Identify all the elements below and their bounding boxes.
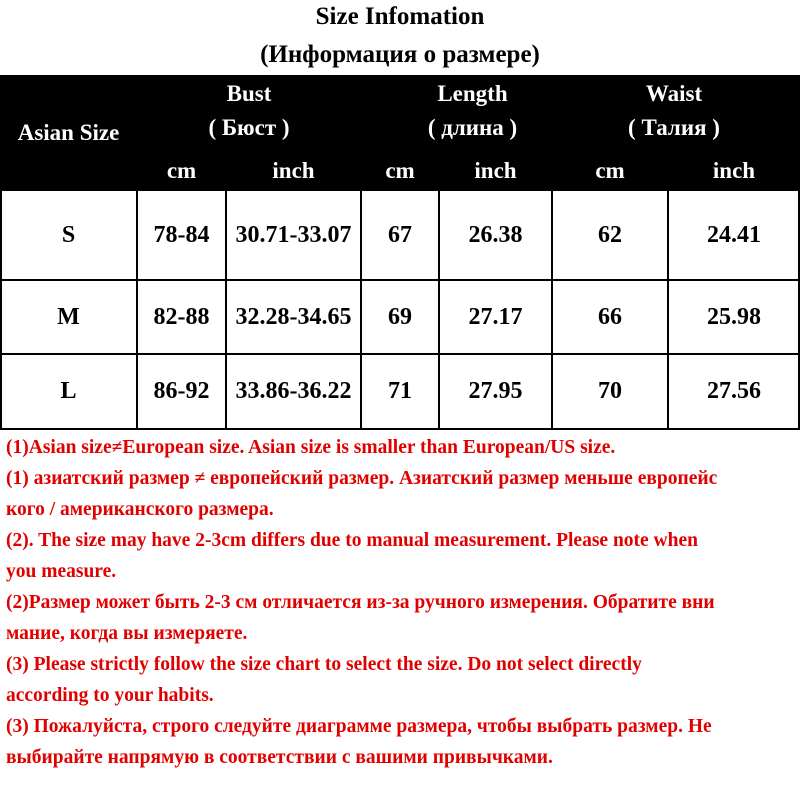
waist-inch: 24.41 xyxy=(707,222,761,248)
note-line: выбирайте напрямую в соответствии с вашими привычками. xyxy=(6,747,553,768)
group-length-translation: ( длина ) xyxy=(427,115,518,140)
group-waist-translation: ( Талия ) xyxy=(628,115,720,140)
row-divider xyxy=(0,353,800,355)
size-label: S xyxy=(61,222,76,248)
waist-inch: 25.98 xyxy=(707,303,761,330)
note-line: (2)Размер может быть 2-3 см отличается из-за ручного измерения. Обратите вни xyxy=(6,592,715,613)
waist-cm: 66 xyxy=(598,303,622,330)
table-row-m xyxy=(0,280,800,354)
column-divider xyxy=(225,191,227,428)
column-divider xyxy=(0,191,2,428)
unit-bust-inch: inch xyxy=(272,158,315,183)
length-cm: 71 xyxy=(388,377,412,404)
length-inch: 27.95 xyxy=(468,377,523,404)
bust-inch: 33.86-36.22 xyxy=(235,377,352,404)
size-label: L xyxy=(60,377,77,404)
group-bust-translation: ( Бюст ) xyxy=(208,115,290,140)
column-divider xyxy=(360,191,362,428)
column-divider xyxy=(438,191,440,428)
bust-cm: 78-84 xyxy=(153,222,210,248)
page-title: Size Infomation xyxy=(315,3,485,30)
column-divider xyxy=(667,191,669,428)
note-line: (2). The size may have 2-3cm differs due to manual measurement. Please note when xyxy=(6,530,698,551)
group-bust-name: Bust xyxy=(226,81,272,106)
unit-length-cm: cm xyxy=(385,158,415,183)
table-header xyxy=(0,75,800,191)
note-line: (3) Пожалуйста, строго следуйте диаграмме размера, чтобы выбрать размер. Не xyxy=(6,716,712,737)
waist-cm: 70 xyxy=(598,377,622,404)
bust-inch: 30.71-33.07 xyxy=(235,222,352,248)
unit-bust-cm: cm xyxy=(166,158,197,183)
unit-length-inch: inch xyxy=(474,158,517,183)
table-row-l xyxy=(0,354,800,428)
page-subtitle: (Информация о размере) xyxy=(260,41,540,68)
waist-inch: 27.56 xyxy=(707,377,761,404)
group-length-name: Length xyxy=(437,81,508,106)
length-cm: 67 xyxy=(388,222,412,248)
note-line: кого / американского размера. xyxy=(6,499,274,520)
row-divider xyxy=(0,279,800,281)
note-line: (1)Asian size≠European size. Asian size is smaller than European/US size. xyxy=(6,437,616,458)
unit-waist-cm: cm xyxy=(595,158,625,183)
note-line: you measure. xyxy=(6,561,117,582)
length-inch: 26.38 xyxy=(468,222,523,248)
group-waist-name: Waist xyxy=(645,81,703,106)
length-cm: 69 xyxy=(388,303,412,330)
note-line: (1) азиатский размер ≠ европейский размер. Азиатский размер меньше европейс xyxy=(6,468,718,489)
column-divider xyxy=(551,191,553,428)
bust-cm: 82-88 xyxy=(153,303,210,330)
size-table-body xyxy=(0,191,800,428)
column-divider xyxy=(136,191,138,428)
unit-waist-inch: inch xyxy=(712,158,756,183)
note-line: (3) Please strictly follow the size chart to select the size. Do not select directly xyxy=(6,654,642,675)
note-line: мание, когда вы измеряете. xyxy=(6,623,248,644)
length-inch: 27.17 xyxy=(468,303,523,330)
size-label: M xyxy=(57,303,80,330)
bust-inch: 32.28-34.65 xyxy=(235,303,352,330)
bust-cm: 86-92 xyxy=(153,377,210,404)
size-notes xyxy=(0,428,800,802)
corner-label: Asian Size xyxy=(17,120,120,145)
note-line: according to your habits. xyxy=(6,685,214,706)
table-row-s xyxy=(0,191,800,280)
waist-cm: 62 xyxy=(598,222,622,248)
